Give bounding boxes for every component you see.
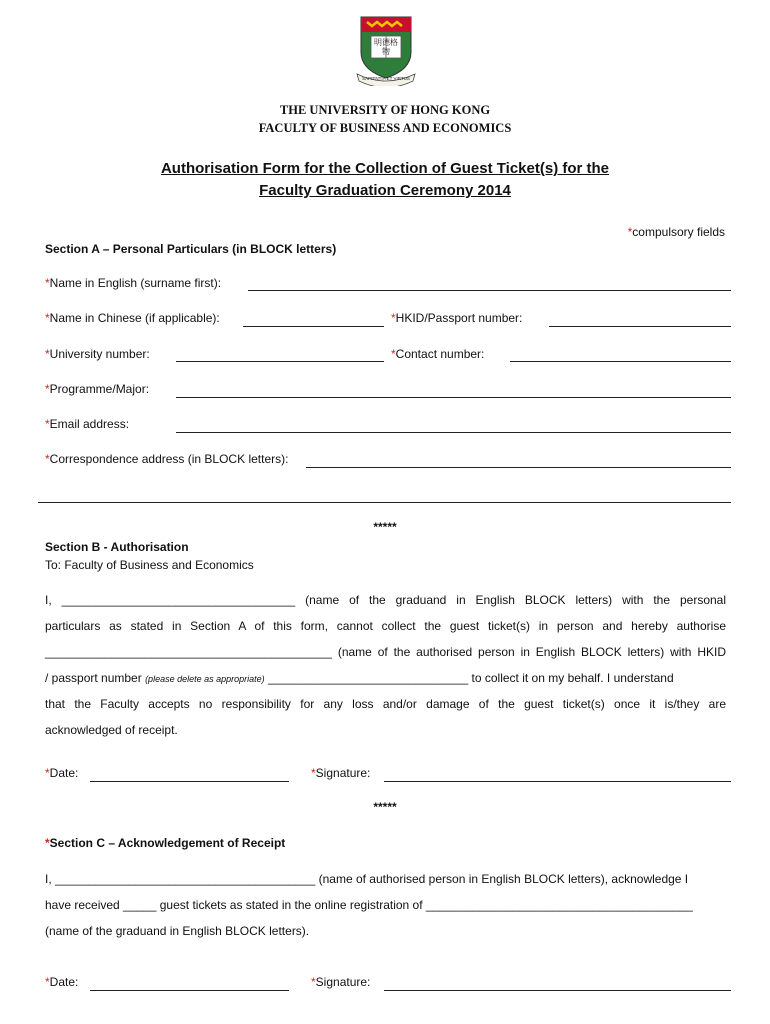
crest-characters: 明德格物 <box>374 38 398 56</box>
name-english-label: *Name in English (surname first): <box>45 276 222 290</box>
form-title-line1: Authorisation Form for the Collection of Guest Ticket(s) for the <box>160 160 610 177</box>
name-english-field[interactable] <box>248 290 731 291</box>
contact-number-field[interactable] <box>510 361 731 362</box>
delete-note: (please delete as appropriate) <box>145 674 265 684</box>
section-c-signature-field[interactable] <box>384 990 731 991</box>
section-c-date-label: *Date: <box>45 975 79 989</box>
name-chinese-label: *Name in Chinese (if applicable): <box>45 311 220 325</box>
name-chinese-field[interactable] <box>243 326 384 327</box>
crest-motto: SAPIENTIA ET VIRTUS <box>362 76 410 81</box>
university-number-field[interactable] <box>176 361 384 362</box>
contact-number-label: *Contact number: <box>391 347 485 361</box>
compulsory-note: *compulsory fields <box>627 225 725 239</box>
section-b-line5: that the Faculty accepts no responsibility for any loss and/or damage of the guest ticket(s) once it is/they are <box>45 697 726 711</box>
university-crest <box>353 14 419 86</box>
hkid-field[interactable] <box>549 326 731 327</box>
address-field-line1[interactable] <box>306 467 731 468</box>
section-b-addressee: To: Faculty of Business and Economics <box>45 558 254 572</box>
section-c-heading: *Section C – Acknowledgement of Receipt <box>45 836 286 850</box>
form-title-line2: Faculty Graduation Ceremony 2014 <box>259 182 511 199</box>
address-label: *Correspondence address (in BLOCK letters): <box>45 452 289 466</box>
email-label: *Email address: <box>45 417 130 431</box>
section-c-line2: have received _____ guest tickets as stated in the online registration of ________________________________________ <box>45 898 693 912</box>
section-b-heading: Section B - Authorisation <box>45 540 189 554</box>
section-c-date-field[interactable] <box>90 990 289 991</box>
programme-label: *Programme/Major: <box>45 382 150 396</box>
section-c-line1: I, _______________________________________ (name of authorised person in English BLOCK letters), acknowledge I <box>45 872 689 886</box>
programme-field[interactable] <box>176 397 731 398</box>
email-field[interactable] <box>176 432 731 433</box>
section-b-line2: particulars as stated in Section A of this form, cannot collect the guest ticket(s) in person and hereby authorise <box>45 619 726 633</box>
section-a-heading: Section A – Personal Particulars (in BLOCK letters) <box>45 242 337 256</box>
section-b-line4: / passport number (please delete as appropriate) ______________________________ to collect it on my behalf. I understand <box>45 671 674 685</box>
hkid-label: *HKID/Passport number: <box>391 311 523 325</box>
section-c-line3: (name of the graduand in English BLOCK letters). <box>45 924 310 938</box>
section-b-line3: ___________________________________________ (name of the authorised person in English BLOCK letters) with HKID <box>45 645 726 659</box>
address-field-line2[interactable] <box>38 502 731 503</box>
faculty-name: FACULTY OF BUSINESS AND ECONOMICS <box>258 121 512 135</box>
section-b-date-label: *Date: <box>45 766 79 780</box>
divider-stars-2: ***** <box>373 800 397 814</box>
section-b-signature-label: *Signature: <box>311 766 371 780</box>
section-b-line6: acknowledged of receipt. <box>45 723 178 737</box>
university-name: THE UNIVERSITY OF HONG KONG <box>279 103 491 117</box>
section-c-signature-label: *Signature: <box>311 975 371 989</box>
university-number-label: *University number: <box>45 347 150 361</box>
section-b-line1: I, ___________________________________ (name of the graduand in English BLOCK letters) with the personal <box>45 593 726 607</box>
section-b-date-field[interactable] <box>90 781 289 782</box>
divider-stars: ***** <box>373 520 397 534</box>
section-b-signature-field[interactable] <box>384 781 731 782</box>
